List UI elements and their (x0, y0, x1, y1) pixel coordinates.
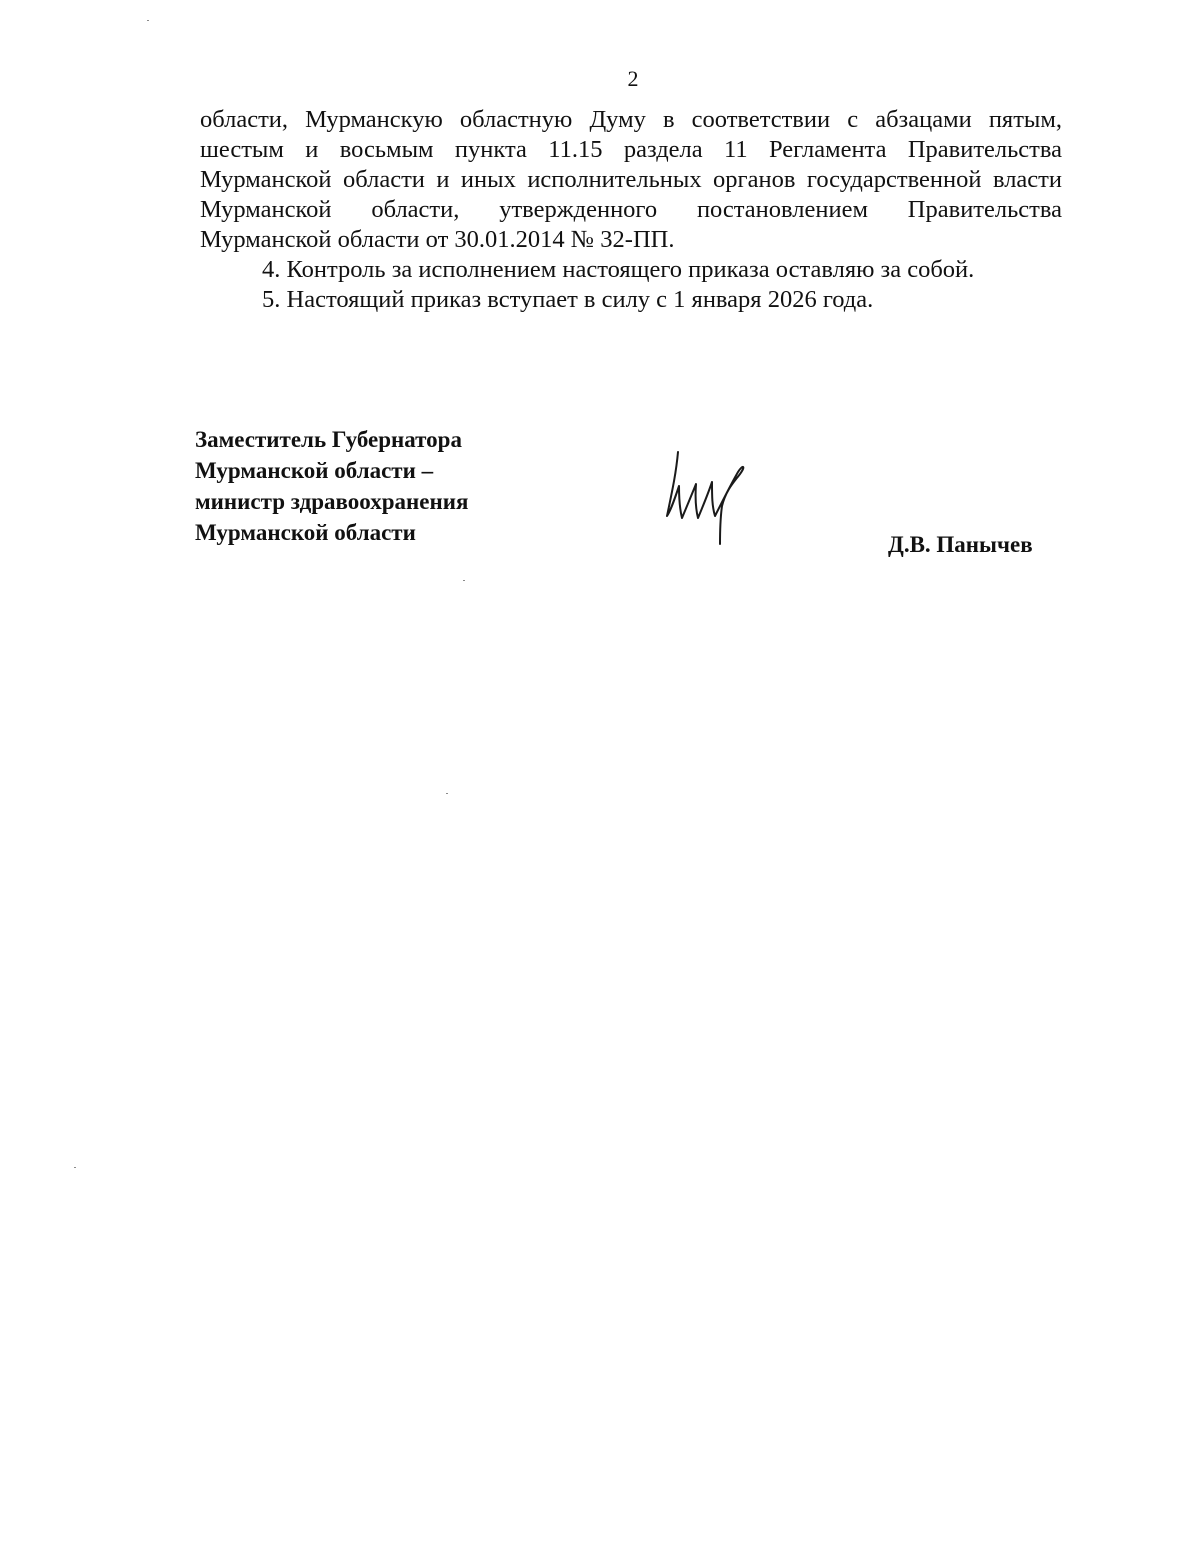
signer-title-line: Заместитель Губернатора (195, 427, 462, 452)
scan-speck (463, 580, 465, 581)
signer-title-line: Мурманской области – (195, 458, 434, 483)
paragraph-continuation: области, Мурманскую областную Думу в соответствии с абзацами пятым, шестым и восьмым пункта 11.15 раздела 11 Регламента Правительства Мурманской области и иных исполнительных органов государственной власти Мурманской области, утвержденного постановлением Правительства Мурманской области от 30.01.2014 № 32-ПП. (200, 106, 1062, 253)
signer-title-line: Мурманской области (195, 520, 416, 545)
scan-speck (446, 793, 448, 794)
page-number: 2 (627, 66, 639, 91)
paragraph-item-4: 4. Контроль за исполнением настоящего приказа оставляю за собой. (262, 256, 975, 283)
handwritten-signature (650, 440, 760, 550)
paragraph-item-5: 5. Настоящий приказ вступает в силу с 1 января 2026 года. (262, 286, 874, 313)
signer-name: Д.В. Панычев (888, 532, 1033, 557)
document-body (200, 105, 1062, 315)
scan-speck (74, 1167, 76, 1168)
signer-title-line: министр здравоохранения (195, 489, 469, 514)
signer-title (195, 424, 468, 548)
scan-speck (147, 20, 149, 21)
